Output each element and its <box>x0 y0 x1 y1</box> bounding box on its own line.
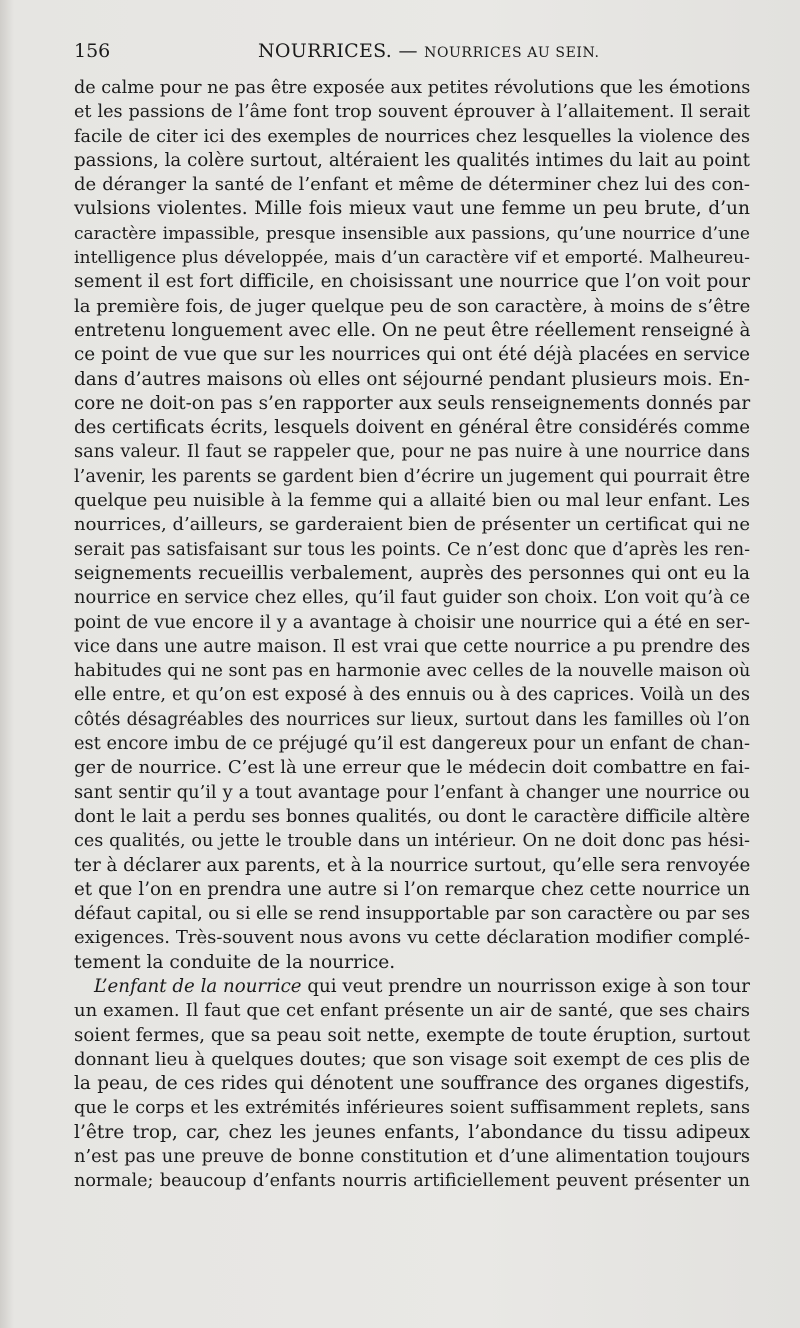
text-line: vice dans une autre maison. Il est vrai que cette nourrice a pu prendre des <box>74 635 751 657</box>
text-line: tement la conduite de la nourrice. <box>74 951 396 973</box>
text-line: ter à déclarer aux parents, et à la nourrice surtout, qu’elle sera renvoyée <box>74 854 751 876</box>
text-line: habitudes qui ne sont pas en harmonie avec celles de la nouvelle maison où <box>74 661 751 682</box>
text-line: caractère impassible, presque insensible aux passions, qu’une nourrice d’une <box>74 223 750 244</box>
text-line: dans d’autres maisons où elles ont séjourné pendant plusieurs mois. En- <box>74 368 750 390</box>
text-line: point de vue encore il y a avantage à choisir une nourrice qui a été en ser- <box>74 611 750 633</box>
text-line: nourrices, d’ailleurs, se garderaient bien de présenter un certificat qui ne <box>74 514 750 536</box>
text-line: sans valeur. Il faut se rappeler que, pour ne pas nuire à une nourrice dans <box>74 441 750 463</box>
text-line: quelque peu nuisible à la femme qui a allaité bien ou mal leur enfant. Les <box>74 490 750 512</box>
paragraph-1 <box>74 76 750 975</box>
text-line: vulsions violentes. Mille fois mieux vaut une femme un peu brute, d’un <box>74 198 750 220</box>
page-number: 156 <box>74 40 111 62</box>
text-line: et les passions de l’âme font trop souvent éprouver à l’allaitement. Il serait <box>74 102 750 123</box>
text-line: elle entre, et qu’on est exposé à des ennuis ou à des caprices. Voilà un des <box>74 684 750 706</box>
text-line: ces qualités, ou jette le trouble dans un intérieur. On ne doit donc pas hési- <box>74 831 750 852</box>
text-line: que le corps et les extrémités inférieures soient suffisamment replets, sans <box>74 1098 750 1119</box>
running-head <box>258 40 600 62</box>
text-line: seignements recueillis verbalement, auprès des personnes qui ont eu la <box>74 562 750 584</box>
text-line: intelligence plus développée, mais d’un caractère vif et emporté. Malheureu- <box>74 248 750 269</box>
paragraph-2-first-line <box>74 975 750 999</box>
page-header <box>74 40 750 70</box>
text-line: la première fois, de juger quelque peu de son caractère, à moins de s’être <box>74 295 751 317</box>
text-line: des certificats écrits, lesquels doivent en général être considérés comme <box>74 417 750 439</box>
text-line: normale; beaucoup d’enfants nourris artificiellement peuvent présenter un <box>74 1171 750 1192</box>
text-line: n’est pas une preuve de bonne constitution et d’une alimentation toujours <box>74 1146 750 1168</box>
running-head-main: NOURRICES. <box>258 40 393 62</box>
text-line: passions, la colère surtout, altéraient les qualités intimes du lait au point <box>74 149 750 171</box>
text-line: ger de nourrice. C’est là une erreur que le médecin doit combattre en fai- <box>74 757 750 779</box>
italic-phrase: L’enfant de la nourrice <box>94 975 302 997</box>
body-text <box>74 76 750 1194</box>
text-line: entretenu longuement avec elle. On ne peut être réellement renseigné à <box>74 319 751 341</box>
paragraph-2-first-line-rest: qui veut prendre un nourrisson exige à son tour <box>301 975 750 997</box>
text-line: soient fermes, que sa peau soit nette, exempte de toute éruption, surtout <box>74 1024 750 1046</box>
running-head-dash: — <box>392 40 425 62</box>
paragraph-2 <box>74 975 750 1194</box>
text-line: core ne doit-on pas s’en rapporter aux seuls renseignements donnés par <box>74 392 751 414</box>
text-line: sant sentir qu’il y a tout avantage pour l’enfant à changer une nourrice ou <box>74 781 750 803</box>
text-line: l’être trop, car, chez les jeunes enfants, l’abondance du tissu adipeux <box>74 1121 750 1143</box>
text-line: est encore imbu de ce préjugé qu’il est dangereux pour un enfant de chan- <box>74 733 750 755</box>
text-line: défaut capital, ou si elle se rend insupportable par son caractère ou par ses <box>74 904 751 925</box>
text-line: exigences. Très-souvent nous avons vu cette déclaration modifier complé- <box>74 927 750 949</box>
running-head-sub: NOURRICES AU SEIN. <box>424 45 600 61</box>
text-line: et que l’on en prendra une autre si l’on remarque chez cette nourrice un <box>74 878 750 900</box>
text-line: de déranger la santé de l’enfant et même de déterminer chez lui des con- <box>74 174 750 196</box>
text-line: dont le lait a perdu ses bonnes qualités, ou dont le caractère difficile altère <box>74 806 750 827</box>
text-line: côtés désagréables des nourrices sur lieux, surtout dans les familles où l’on <box>74 709 750 730</box>
text-line: serait pas satisfaisant sur tous les points. Ce n’est donc que d’après les ren- <box>74 539 750 560</box>
text-line: de calme pour ne pas être exposée aux petites révolutions que les émotions <box>74 78 751 98</box>
text-line: facile de citer ici des exemples de nourrices chez lesquelles la violence des <box>74 126 750 147</box>
text-line: la peau, de ces rides qui dénotent une souffrance des organes digestifs, <box>74 1073 750 1095</box>
text-line: l’avenir, les parents se gardent bien d’écrire un jugement qui pourrait être <box>74 465 750 487</box>
text-line: donnant lieu à quelques doutes; que son visage soit exempt de ces plis de <box>74 1048 750 1070</box>
text-line: nourrice en service chez elles, qu’il faut guider son choix. L’on voit qu’à ce <box>74 587 750 609</box>
text-line: ce point de vue que sur les nourrices qui ont été déjà placées en service <box>74 344 750 366</box>
text-line: un examen. Il faut que cet enfant présente un air de santé, que ses chairs <box>74 1000 750 1022</box>
text-line: sement il est fort difficile, en choisissant une nourrice que l’on voit pour <box>74 271 750 293</box>
